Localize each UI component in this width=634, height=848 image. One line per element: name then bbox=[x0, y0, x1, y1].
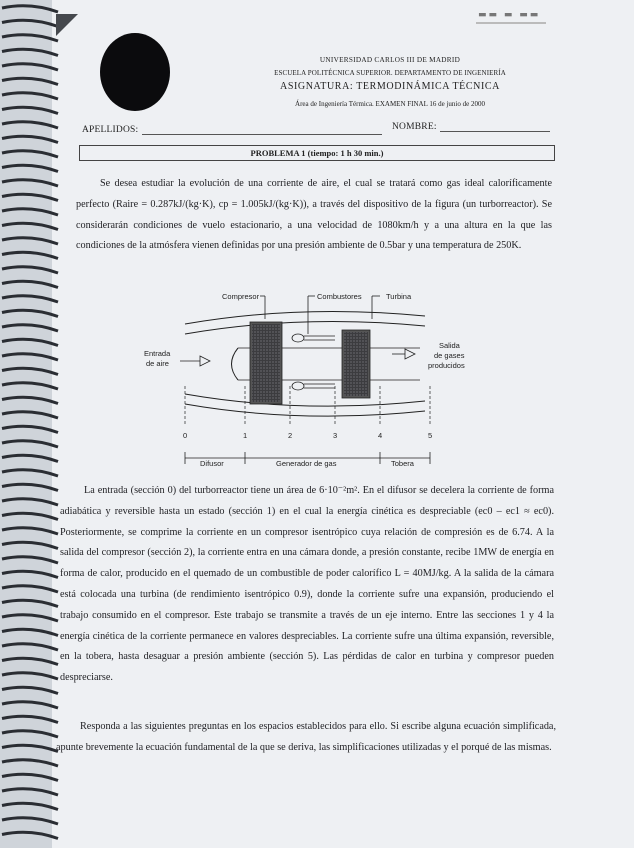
spiral-coil bbox=[2, 731, 58, 737]
spiral-coil bbox=[2, 354, 58, 360]
redaction-blot bbox=[100, 33, 170, 111]
turbojet-diagram bbox=[140, 286, 480, 476]
spiral-coil bbox=[2, 687, 58, 693]
spiral-coil bbox=[2, 296, 58, 302]
spiral-coil bbox=[2, 658, 58, 664]
spiral-binding bbox=[0, 0, 60, 848]
spiral-coil bbox=[2, 615, 58, 621]
spiral-coil bbox=[2, 441, 58, 447]
spiral-coil bbox=[2, 49, 58, 55]
section-label: 5 bbox=[428, 431, 433, 440]
label-generador: Generador de gas bbox=[276, 459, 337, 468]
section-label: 3 bbox=[333, 431, 338, 440]
spiral-coil bbox=[2, 20, 58, 26]
spiral-coil bbox=[2, 644, 58, 650]
paragraph-intro: Se desea estudiar la evolución de una corriente de aire, el cual se tratará como gas ideal caloríficamente perfecto (Raire = 0.287kJ/(kg·K), cp = 1.005kJ/(kg·K)), a través del dispositivo de la figura (un turborreactor). Se considerarán condiciones de vuelo estacionario, a una velocidad de 1080km/h y a una altura en la que las condiciones de la atmósfera vienen definidas por una presión ambiente de 0.5bar y una temperatura de 250K. bbox=[76, 178, 552, 252]
spiral-coil bbox=[2, 194, 58, 200]
spiral-coil bbox=[2, 136, 58, 142]
spiral-coil bbox=[2, 325, 58, 331]
spiral-coil bbox=[2, 78, 58, 84]
section-label: 1 bbox=[243, 431, 248, 440]
spiral-coil bbox=[2, 571, 58, 577]
spiral-coil bbox=[2, 238, 58, 244]
spiral-coil bbox=[2, 789, 58, 795]
surname-label: APELLIDOS: bbox=[82, 125, 139, 135]
spiral-coil bbox=[2, 151, 58, 157]
spiral-coil bbox=[2, 484, 58, 490]
label-salida-1: Salida bbox=[439, 341, 460, 350]
spiral-coil bbox=[2, 716, 58, 722]
spiral-coil bbox=[2, 774, 58, 780]
spiral-coil bbox=[2, 64, 58, 70]
spiral-coil bbox=[2, 122, 58, 128]
spiral-coil bbox=[2, 180, 58, 186]
paragraph-description: La entrada (sección 0) del turborreactor tiene un área de 6·10⁻²m². En el difusor se decelera la corriente de forma adiabática y reversible hasta un estado (sección 1) en el cual la energía cinética es despreciable (ec0 – ec1 ≈ ec0). Posteriormente, se comprime la corriente en un compresor isentrópico cuya relación de compresión es de 6.74. A la salida del compresor (sección 2), la corriente entra en una cámara donde, a presión constante, recibe 1MW de energía en forma de calor, producido en el quemado de un combustible de poder calorífico L = 40MJ/kg. A la salida de la cámara está colocada una turbina (de rendimiento isentrópico 0.9), donde la corriente sufre una expansión, produciendo el trabajo consumido en el compresor. Este trabajo se transmite a través de un eje interno. Entre las secciones 1 y 4 la energía cinética de la corriente permanece en valores despreciables. La corriente sufre una última expansión, reversible, en la tobera, hasta desaguar a presión ambiente (sección 5). Las pérdidas de calor en turbina y compresor pueden despreciarse. bbox=[60, 485, 554, 684]
spiral-coil bbox=[2, 252, 58, 258]
spiral-coil bbox=[2, 528, 58, 534]
spiral-coil bbox=[2, 397, 58, 403]
subject-title: ASIGNATURA: TERMODINÁMICA TÉCNICA bbox=[280, 81, 500, 92]
section-label: 4 bbox=[378, 431, 383, 440]
spiral-coil bbox=[2, 6, 58, 12]
spiral-coil bbox=[2, 455, 58, 461]
spiral-coil bbox=[2, 412, 58, 418]
problem-title: PROBLEMA 1 (tiempo: 1 h 30 min.) bbox=[79, 145, 555, 161]
spiral-coil bbox=[2, 818, 58, 824]
spiral-coil bbox=[2, 557, 58, 563]
spiral-coil bbox=[2, 426, 58, 432]
spiral-coil bbox=[2, 586, 58, 592]
spiral-coil bbox=[2, 267, 58, 273]
spiral-coil bbox=[2, 760, 58, 766]
spiral-coil bbox=[2, 745, 58, 751]
school-name: ESCUELA POLITÉCNICA SUPERIOR. DEPARTAMENTO DE INGENIERÍA bbox=[274, 69, 506, 77]
label-tobera: Tobera bbox=[391, 459, 414, 468]
spiral-coil bbox=[2, 470, 58, 476]
label-entrada-2: de aire bbox=[146, 359, 169, 368]
spiral-coil bbox=[2, 368, 58, 374]
label-turbina: Turbina bbox=[386, 292, 412, 301]
spiral-coil bbox=[2, 499, 58, 505]
spiral-coil bbox=[2, 832, 58, 838]
page-corner-mark bbox=[56, 14, 78, 36]
section-label: 2 bbox=[288, 431, 293, 440]
label-entrada-1: Entrada bbox=[144, 349, 171, 358]
label-salida-3: producidos bbox=[428, 361, 465, 370]
spiral-coil bbox=[2, 629, 58, 635]
spiral-coil bbox=[2, 93, 58, 99]
scribble-mark: ▬▬ ▬ ▬▬ bbox=[478, 10, 541, 20]
label-compresor: Compresor bbox=[222, 292, 260, 301]
label-combustores: Combustores bbox=[317, 292, 362, 301]
spiral-coil bbox=[2, 310, 58, 316]
label-difusor: Difusor bbox=[200, 459, 224, 468]
spiral-coil bbox=[2, 209, 58, 215]
spiral-coil bbox=[2, 165, 58, 171]
scribble-line bbox=[476, 22, 546, 24]
spiral-coil bbox=[2, 803, 58, 809]
spiral-coil bbox=[2, 281, 58, 287]
spiral-coil bbox=[2, 673, 58, 679]
section-label: 0 bbox=[183, 431, 188, 440]
spiral-coil bbox=[2, 223, 58, 229]
spiral-coil bbox=[2, 513, 58, 519]
spiral-coil bbox=[2, 107, 58, 113]
university-name: UNIVERSIDAD CARLOS III DE MADRID bbox=[319, 56, 461, 64]
spiral-coil bbox=[2, 702, 58, 708]
paragraph-instructions: Responda a las siguientes preguntas en los espacios establecidos para ello. Si escribe alguna ecuación simplificada, apunte brevemente la ecuación fundamental de la que se deriva, las simplificaciones utilizadas y el porqué de las mismas. bbox=[56, 721, 556, 753]
spiral-coil bbox=[2, 35, 58, 41]
spiral-coil bbox=[2, 600, 58, 606]
name-label: NOMBRE: bbox=[392, 122, 437, 132]
name-field-line[interactable] bbox=[440, 131, 550, 132]
spiral-coil bbox=[2, 542, 58, 548]
surname-field-line[interactable] bbox=[142, 134, 382, 135]
spiral-coil bbox=[2, 383, 58, 389]
spiral-coil bbox=[2, 339, 58, 345]
exam-area: Área de Ingeniería Térmica. EXAMEN FINAL 16 de junio de 2000 bbox=[295, 100, 485, 108]
label-salida-2: de gases bbox=[434, 351, 465, 360]
